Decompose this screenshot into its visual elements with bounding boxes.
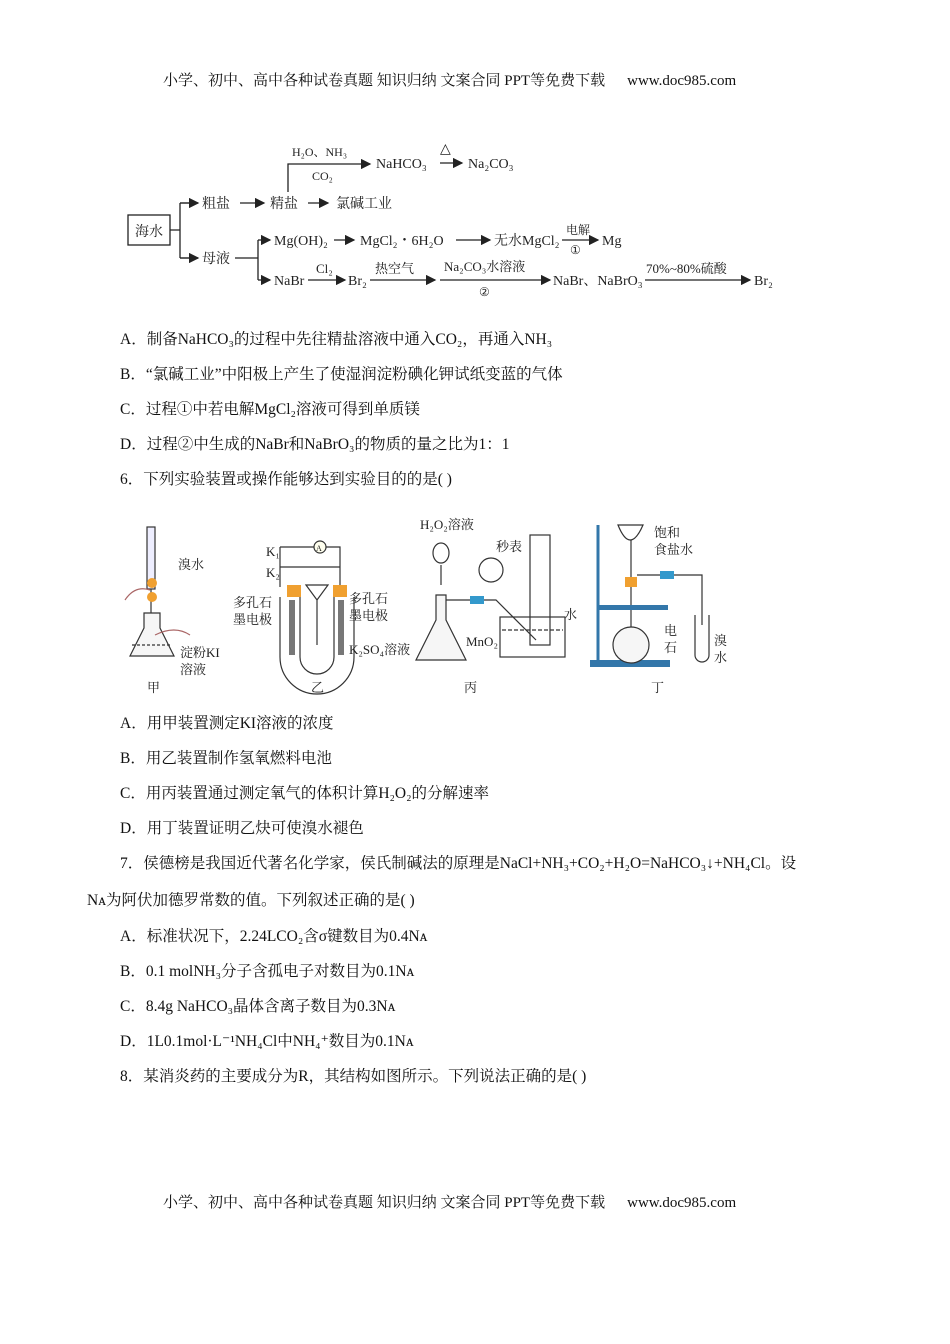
q7-option-c[interactable]: C．8.4g NaHCO₃晶体含离子数目为0.3Nᴀ <box>120 998 396 1015</box>
q6-option-d[interactable]: D．用丁装置证明乙炔可使溴水褪色 <box>120 820 364 837</box>
figure-caption-ding: 丁 <box>651 680 665 695</box>
mg-label: Mg <box>602 234 622 249</box>
nabr-nabro3-label: NaBr、NaBrO₃ <box>553 274 643 289</box>
ding-carbide-line2: 石 <box>664 640 678 655</box>
crude-salt-label: 粗盐 <box>202 197 230 212</box>
jia-solution-label: 溶液 <box>180 662 207 677</box>
figure-yi-u-tube-apparatus <box>280 541 354 694</box>
reagents-top: H₂O、NH₃ <box>292 145 348 159</box>
heat-symbol: △ <box>440 142 451 157</box>
q7-option-b[interactable]: B．0.1 molNH₃分子含孤电子对数目为0.1Nᴀ <box>120 963 415 980</box>
seawater-label: 海水 <box>135 225 163 240</box>
mgoh2-label: Mg(OH)₂ <box>274 234 328 249</box>
ding-brine-line2: 食盐水 <box>654 542 694 557</box>
figure-caption-yi: 乙 <box>311 680 325 695</box>
hot-air-label: 热空气 <box>375 261 415 276</box>
footer-text: 小学、初中、高中各种试卷真题 知识归纳 文案合同 PPT等免费下载 <box>163 1195 606 1211</box>
bing-mno2-label: MnO₂ <box>466 634 498 649</box>
refined-salt-label: 精盐 <box>270 197 298 212</box>
yi-k2-label: K₂ <box>266 565 280 580</box>
q7-stem-line2: Nᴀ为阿伏加德罗常数的值。下列叙述正确的是( ) <box>87 892 415 909</box>
header-text: 小学、初中、高中各种试卷真题 知识归纳 文案合同 PPT等免费下载 <box>163 73 606 89</box>
footer-url[interactable]: www.doc985.com <box>627 1195 737 1211</box>
chlor-alkali-label: 氯碱工业 <box>336 197 392 212</box>
na2co3-label: Na₂CO₃ <box>468 157 514 172</box>
br2-final-label: Br₂ <box>754 274 773 289</box>
q7-option-a[interactable]: A．标准状况下，2.24LCO₂含σ键数目为0.4Nᴀ <box>120 928 428 945</box>
q5-option-d[interactable]: D．过程②中生成的NaBr和NaBrO₃的物质的量之比为1：1 <box>120 436 510 453</box>
reagents-bottom: CO₂ <box>312 169 333 183</box>
ding-carbide-line1: 电 <box>664 623 678 638</box>
header-url[interactable]: www.doc985.com <box>627 73 737 89</box>
bing-h2o2-label: H₂O₂溶液 <box>420 517 474 532</box>
bing-water-label: 水 <box>564 607 578 622</box>
br2-label: Br₂ <box>348 274 367 289</box>
jia-starch-ki-label: 淀粉KI <box>180 645 220 660</box>
bing-stopwatch-label: 秒表 <box>496 539 523 554</box>
mother-liquor-label: 母液 <box>202 252 230 267</box>
figure-jia-burette-apparatus <box>125 527 190 656</box>
yi-electrode-left-line1: 多孔石 <box>233 595 273 610</box>
nabr-label: NaBr <box>274 274 305 289</box>
seawater-flow-diagram <box>0 0 950 310</box>
q5-option-c[interactable]: C．过程①中若电解MgCl₂溶液可得到单质镁 <box>120 401 420 418</box>
q5-option-a[interactable]: A．制备NaHCO₃的过程中先往精盐溶液中通入CO₂，再通入NH₃ <box>120 331 553 348</box>
yi-k1-label: K₁ <box>266 544 280 559</box>
q5-option-b[interactable]: B．“氯碱工业”中阳极上产生了使湿润淀粉碘化钾试纸变蓝的气体 <box>120 366 563 383</box>
q6-apparatus-figure <box>0 505 950 700</box>
jia-bromine-water-label: 溴水 <box>178 557 205 572</box>
figure-caption-jia: 甲 <box>147 680 161 695</box>
q6-option-b[interactable]: B．用乙装置制作氢氧燃料电池 <box>120 750 332 767</box>
sulfuric-acid-label: 70%~80%硫酸 <box>646 261 727 276</box>
q8-stem: 8．某消炎药的主要成分为R，其结构如图所示。下列说法正确的是( ) <box>120 1068 587 1085</box>
step-2-marker: ② <box>479 285 490 299</box>
step-1-marker: ① <box>570 243 581 257</box>
q7-stem-line1: 7．侯德榜是我国近代著名化学家，侯氏制碱法的原理是NaCl+NH₃+CO₂+H₂O=NaHCO₃↓+NH₄Cl。设 <box>120 855 797 872</box>
ding-brine-line1: 饱和 <box>654 525 681 540</box>
mgcl2-hydrate-label: MgCl₂・6H₂O <box>360 234 444 249</box>
electrolysis-label: 电解 <box>566 223 591 237</box>
q6-option-a[interactable]: A．用甲装置测定KI溶液的浓度 <box>120 715 334 732</box>
nahco3-label: NaHCO₃ <box>376 157 427 172</box>
q6-stem: 6．下列实验装置或操作能够达到实验目的的是( ) <box>120 471 452 488</box>
yi-electrode-left-line2: 墨电极 <box>233 612 273 627</box>
yi-ammeter-label: A <box>316 544 322 553</box>
anhydrous-mgcl2-label: 无水MgCl₂ <box>494 234 560 249</box>
page-footer <box>163 1191 736 1212</box>
yi-electrode-right-line2: 墨电极 <box>349 608 389 623</box>
yi-k2so4-label: K₂SO₄溶液 <box>349 642 411 657</box>
q7-option-d[interactable]: D．1L0.1mol·L⁻¹NH₄Cl中NH₄⁺数目为0.1Nᴀ <box>120 1033 414 1050</box>
ding-bromine-line1: 溴 <box>714 633 728 648</box>
cl2-label: Cl₂ <box>316 261 333 276</box>
ding-bromine-line2: 水 <box>714 650 728 665</box>
yi-electrode-right-line1: 多孔石 <box>349 591 389 606</box>
na2co3-solution-label: Na₂CO₃水溶液 <box>444 259 526 274</box>
q6-option-c[interactable]: C．用丙装置通过测定氧气的体积计算H₂O₂的分解速率 <box>120 785 490 802</box>
figure-caption-bing: 丙 <box>464 680 478 695</box>
